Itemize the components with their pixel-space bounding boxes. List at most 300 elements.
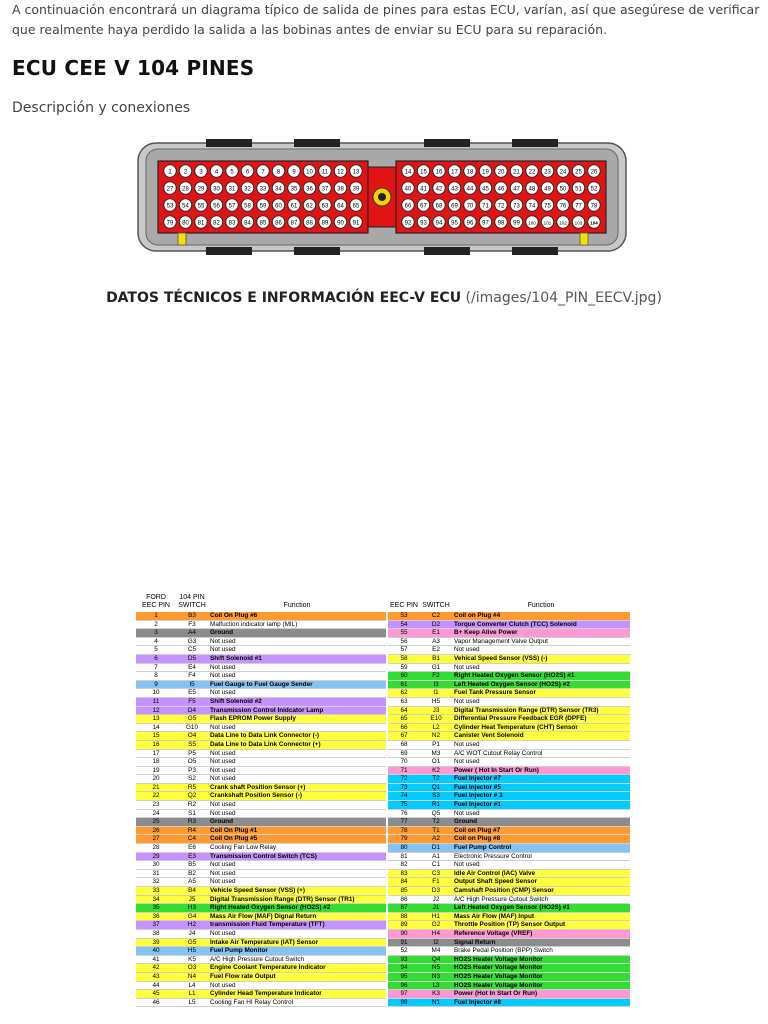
left-function-cell: Crank shaft Position Sensor (+) (208, 784, 386, 793)
left-switch-cell: A4 (176, 629, 208, 638)
left-switch-cell: J5 (176, 896, 208, 905)
pin-label-80: 80 (182, 220, 189, 227)
table-row (136, 784, 632, 793)
pin-label-88: 88 (306, 220, 313, 227)
pin-label-102: 102 (559, 220, 567, 226)
right-switch-cell: D1 (420, 844, 452, 853)
right-pin-cell: 69 (388, 750, 420, 759)
pin-label-18: 18 (466, 169, 474, 176)
right-function-cell: Ground (452, 818, 630, 827)
right-switch-cell: E2 (420, 646, 452, 655)
pin-label-2: 2 (183, 169, 188, 176)
pin-label-22: 22 (528, 169, 536, 176)
pin-label-59: 59 (259, 203, 267, 210)
right-pin-cell: 61 (388, 681, 420, 690)
right-function-cell: Fuel Injector #5 (452, 784, 630, 793)
right-function-cell: Fuel Injector #1 (452, 801, 630, 810)
pin-label-16: 16 (435, 169, 443, 176)
right-switch-cell: E1 (420, 629, 452, 638)
right-function-cell: Coil on Plug #7 (452, 827, 630, 836)
table-row (136, 638, 632, 647)
left-switch-cell: E3 (176, 853, 208, 862)
pin-label-95: 95 (451, 220, 458, 227)
right-pin-cell: 87 (388, 904, 420, 913)
right-switch-cell: M3 (420, 750, 452, 759)
right-pin-cell: 70 (388, 758, 420, 767)
pin-label-15: 15 (420, 169, 427, 176)
right-switch-cell: H5 (420, 698, 452, 707)
table-row (136, 973, 632, 982)
pin-label-31: 31 (228, 186, 236, 193)
left-function-cell: Cooling Fan HI Relay Control (208, 999, 386, 1008)
left-function-cell: Not used (208, 801, 386, 810)
right-pin-cell: 89 (388, 921, 420, 930)
left-pin-cell: 11 (136, 698, 176, 707)
latch-tab (206, 247, 252, 255)
table-row (136, 913, 632, 922)
left-switch-cell: E6 (176, 844, 208, 853)
right-pin-cell: 53 (388, 612, 420, 621)
right-pin-cell: 60 (388, 672, 420, 681)
right-pin-cell: 98 (388, 999, 420, 1008)
pin-label-68: 68 (435, 203, 443, 210)
pin-label-3: 3 (199, 169, 203, 176)
left-pin-cell: 17 (136, 750, 176, 759)
left-function-cell: Not used (208, 878, 386, 887)
pin-label-81: 81 (197, 220, 205, 227)
left-pin-cell: 28 (136, 844, 176, 853)
right-function-cell: Fuel Pump Control (452, 844, 630, 853)
pin-label-97: 97 (482, 220, 489, 227)
table-row (136, 887, 632, 896)
right-switch-cell: A2 (420, 835, 452, 844)
pin-label-7: 7 (261, 169, 265, 176)
left-function-cell: Shift Solenoid #2 (208, 698, 386, 707)
left-switch-cell: E5 (176, 689, 208, 698)
right-switch-cell: H1 (420, 913, 452, 922)
right-pin-cell: 64 (388, 707, 420, 716)
left-function-cell: Not used (208, 664, 386, 673)
left-pin-cell: 38 (136, 930, 176, 939)
pin-label-57: 57 (228, 203, 236, 210)
right-switch-cell: O1 (420, 758, 452, 767)
pin-label-71: 71 (482, 203, 489, 210)
left-switch-cell: G5 (176, 939, 208, 948)
left-switch-cell: Q2 (176, 792, 208, 801)
right-switch-cell: D2 (420, 621, 452, 630)
pin-label-79: 79 (166, 220, 174, 227)
left-function-cell: A/C High Pressure Cutout Switch (208, 956, 386, 965)
pin-label-1: 1 (168, 169, 172, 176)
left-function-cell: Not used (208, 861, 386, 870)
table-row (136, 810, 632, 819)
pin-label-24: 24 (559, 169, 567, 176)
pin-label-58: 58 (244, 203, 251, 210)
right-switch-cell: C2 (420, 612, 452, 621)
table-row (136, 947, 632, 956)
header-left-switch: 104 PIN SWITCH (178, 594, 206, 609)
left-pin-cell: 29 (136, 853, 176, 862)
pin-label-69: 69 (451, 203, 458, 210)
table-row (136, 655, 632, 664)
left-switch-cell: L5 (176, 999, 208, 1008)
right-function-cell: Output Shaft Speed Sensor (452, 878, 630, 887)
caption-image-path[interactable]: (/images/104_PIN_EECV.jpg) (465, 290, 662, 306)
left-switch-cell: L1 (176, 990, 208, 999)
latch-tab (512, 247, 558, 255)
right-switch-cell: N2 (420, 732, 452, 741)
left-function-cell: Vehicle Speed Sensor (VSS) (+) (208, 887, 386, 896)
subtitle: Descripción y conexiones (12, 100, 191, 116)
left-function-cell: Not used (208, 724, 386, 733)
pin-label-12: 12 (337, 169, 344, 176)
right-switch-cell: F1 (420, 878, 452, 887)
right-function-cell: B+ Keep Alive Power (452, 629, 630, 638)
left-switch-cell: R4 (176, 827, 208, 836)
table-row (136, 853, 632, 862)
right-function-cell: HO2S Heater Voltage Monitor (452, 956, 630, 965)
left-pin-cell: 33 (136, 887, 176, 896)
image-caption (0, 290, 768, 306)
table-row (136, 767, 632, 776)
right-switch-cell: Q1 (420, 784, 452, 793)
pin-label-74: 74 (528, 203, 536, 210)
left-function-cell: Coil On Plug #1 (208, 827, 386, 836)
header-right-switch: SWITCH (422, 602, 450, 609)
center-bolt-hole (378, 193, 386, 201)
pin-label-33: 33 (259, 186, 267, 193)
pin-label-98: 98 (497, 220, 505, 227)
right-switch-cell: Q5 (420, 810, 452, 819)
pin-label-104: 104 (590, 220, 598, 226)
pin-label-51: 51 (575, 186, 582, 193)
left-switch-cell: G10 (176, 724, 208, 733)
left-pin-cell: 25 (136, 818, 176, 827)
right-pin-cell: 65 (388, 715, 420, 724)
pinout-table (136, 591, 632, 1024)
left-switch-cell: H2 (176, 921, 208, 930)
pin-label-4: 4 (214, 169, 219, 176)
right-function-cell: Not used (452, 698, 630, 707)
right-function-cell: Vapor Management Valve Output (452, 638, 630, 647)
table-row (136, 689, 632, 698)
right-pin-cell: 77 (388, 818, 420, 827)
table-row (136, 861, 632, 870)
right-switch-cell: I3 (420, 681, 452, 690)
table-row (136, 870, 632, 879)
right-pin-cell: 76 (388, 810, 420, 819)
pin-label-86: 86 (275, 220, 282, 227)
header-left-pin: FORD EEC PIN (141, 594, 170, 609)
right-switch-cell: M4 (420, 947, 452, 956)
right-function-cell: Electronic Pressure Control (452, 853, 630, 862)
right-pin-cell: 73 (388, 784, 420, 793)
right-function-cell: A/C High Pressure Cutout Switch (452, 896, 630, 905)
pin-label-47: 47 (513, 186, 520, 193)
pin-label-93: 93 (420, 220, 427, 227)
right-pin-cell: 79 (388, 835, 420, 844)
table-row (136, 921, 632, 930)
right-switch-cell: S3 (420, 792, 452, 801)
right-pin-cell: 78 (388, 827, 420, 836)
table-row (136, 750, 632, 759)
right-switch-cell: T2 (420, 818, 452, 827)
right-pin-cell: 94 (388, 964, 420, 973)
table-row (136, 698, 632, 707)
left-pin-cell: 2 (136, 621, 176, 630)
pin-label-45: 45 (482, 186, 489, 193)
table-row (136, 775, 632, 784)
left-pin-cell: 31 (136, 870, 176, 879)
right-function-cell: Coil on Plug #8 (452, 835, 630, 844)
pin-label-52: 52 (590, 186, 598, 193)
right-function-cell: Not used (452, 861, 630, 870)
right-pin-cell: 72 (388, 775, 420, 784)
right-pin-cell: 82 (388, 861, 420, 870)
right-function-cell: Left Heated Oxygen Sensor (HO2S) #1 (452, 904, 630, 913)
right-function-cell: A/C WOT Cutout Relay Control (452, 750, 630, 759)
right-switch-cell: N1 (420, 999, 452, 1008)
pin-label-5: 5 (230, 169, 234, 176)
left-pin-cell: 19 (136, 767, 176, 776)
left-pin-cell: 15 (136, 732, 176, 741)
left-switch-cell: F3 (176, 621, 208, 630)
right-switch-cell: L3 (420, 982, 452, 991)
latch-tab (294, 247, 340, 255)
left-function-cell: Data Line to Data Link Connector (-) (208, 732, 386, 741)
right-switch-cell: J1 (420, 904, 452, 913)
right-pin-cell: 84 (388, 878, 420, 887)
table-row (136, 801, 632, 810)
right-function-cell: Torque Converter Clutch (TCC) Solenoid (452, 621, 630, 630)
left-function-cell: Not used (208, 810, 386, 819)
right-function-cell: Vehical Speed Sensor (VSS) (-) (452, 655, 630, 664)
pin-label-78: 78 (590, 203, 598, 210)
right-pin-cell: 85 (388, 887, 420, 896)
right-pin-cell: 91 (388, 939, 420, 948)
left-pin-cell: 8 (136, 672, 176, 681)
pin-label-25: 25 (575, 169, 582, 176)
pin-label-87: 87 (290, 220, 298, 227)
right-pin-cell: 74 (388, 792, 420, 801)
intro-paragraph: A continuación encontrará un diagrama típico de salida de pines para estas ECU, varían, así que asegúrese de verificar que realmente haya perdido la salida a las bobinas antes de enviar su ECU para su reparación. (12, 2, 760, 37)
pin-label-61: 61 (290, 203, 298, 210)
left-pin-cell: 5 (136, 646, 176, 655)
left-pin-cell: 44 (136, 982, 176, 991)
right-function-cell: Reference Voltage (VREF) (452, 930, 630, 939)
table-row (136, 818, 632, 827)
right-function-cell: Differential Pressure Feedback EGR (DPFE) (452, 715, 630, 724)
left-function-cell: Coil On Plug #6 (208, 612, 386, 621)
right-function-cell: Not used (452, 741, 630, 750)
left-function-cell: Coil On Plug #5 (208, 835, 386, 844)
pin-label-63: 63 (321, 203, 329, 210)
left-switch-cell: C5 (176, 646, 208, 655)
right-function-cell: Cylinder Heat Temperature (CHT) Sensor (452, 724, 630, 733)
header-left-function: Function (283, 602, 311, 609)
left-pin-cell: 39 (136, 939, 176, 948)
right-function-cell: Left Heated Oxygen Sensor (HO2S) #2 (452, 681, 630, 690)
right-function-cell: Camshaft Position (CMP) Sensor (452, 887, 630, 896)
right-switch-cell: T1 (420, 827, 452, 836)
right-switch-cell: N5 (420, 964, 452, 973)
left-switch-cell: G3 (176, 638, 208, 647)
pin-label-101: 101 (543, 220, 552, 226)
left-switch-cell: C4 (176, 835, 208, 844)
pin-label-55: 55 (197, 203, 205, 210)
left-switch-cell: I5 (176, 681, 208, 690)
left-function-cell: Right Heated Oxygen Sensor (HO2S) #2 (208, 904, 386, 913)
table-row (136, 930, 632, 939)
right-pin-cell: 96 (388, 982, 420, 991)
right-function-cell: Coil on Plug #4 (452, 612, 630, 621)
left-pin-cell: 26 (136, 827, 176, 836)
table-row (136, 681, 632, 690)
left-switch-cell: F4 (176, 672, 208, 681)
table-row (136, 707, 632, 716)
table-row (136, 664, 632, 673)
left-function-cell: Not used (208, 982, 386, 991)
right-pin-cell: 88 (388, 913, 420, 922)
right-pin-cell: 83 (388, 870, 420, 879)
left-switch-cell: F5 (176, 698, 208, 707)
pin-label-8: 8 (276, 169, 281, 176)
left-pin-cell: 18 (136, 758, 176, 767)
left-function-cell: Ground (208, 629, 386, 638)
left-pin-cell: 34 (136, 896, 176, 905)
right-function-cell: Fuel Injector #8 (452, 999, 630, 1008)
pin-label-9: 9 (292, 169, 296, 176)
left-pin-cell: 14 (136, 724, 176, 733)
key-tab (178, 233, 186, 245)
pin-label-40: 40 (404, 186, 412, 193)
left-function-cell: Cooling Fan Low Relay (208, 844, 386, 853)
pin-label-48: 48 (528, 186, 536, 193)
pin-label-20: 20 (497, 169, 505, 176)
left-function-cell: Transmission Control Inidcator Lamp (208, 707, 386, 716)
right-switch-cell: J2 (420, 896, 452, 905)
left-switch-cell: J4 (176, 930, 208, 939)
pin-label-23: 23 (544, 169, 551, 176)
table-row (136, 827, 632, 836)
pin-label-35: 35 (290, 186, 298, 193)
pin-label-91: 91 (352, 220, 360, 227)
left-switch-cell: B3 (176, 612, 208, 621)
left-pin-cell: 24 (136, 810, 176, 819)
right-function-cell: Not used (452, 646, 630, 655)
latch-tab (424, 139, 470, 147)
pin-label-56: 56 (213, 203, 220, 210)
left-function-cell: Not used (208, 767, 386, 776)
pin-label-26: 26 (590, 169, 598, 176)
right-switch-cell: N3 (420, 973, 452, 982)
left-switch-cell: A5 (176, 878, 208, 887)
table-row (136, 741, 632, 750)
right-switch-cell: H4 (420, 930, 452, 939)
right-switch-cell: E10 (420, 715, 452, 724)
right-function-cell: Throttle Position (TP) Sensor Output (452, 921, 630, 930)
left-pin-cell: 6 (136, 655, 176, 664)
right-pin-cell: 67 (388, 732, 420, 741)
latch-tab (206, 139, 252, 147)
left-pin-cell: 1 (136, 612, 176, 621)
left-switch-cell: D4 (176, 707, 208, 716)
right-function-cell: Not used (452, 664, 630, 673)
right-switch-cell: G2 (420, 921, 452, 930)
right-pin-cell: 66 (388, 724, 420, 733)
right-pin-cell: 80 (388, 844, 420, 853)
left-switch-cell: O5 (176, 758, 208, 767)
right-switch-cell: C3 (420, 870, 452, 879)
left-switch-cell: E4 (176, 664, 208, 673)
pin-label-99: 99 (513, 220, 520, 227)
table-row (136, 964, 632, 973)
right-pin-cell: 56 (388, 638, 420, 647)
right-pin-cell: 68 (388, 741, 420, 750)
left-function-cell: Fuel Pump Monitor (208, 947, 386, 956)
pin-label-43: 43 (451, 186, 458, 193)
right-switch-cell: F2 (420, 672, 452, 681)
pin-label-103: 103 (574, 220, 583, 226)
pin-label-49: 49 (544, 186, 551, 193)
left-pin-cell: 42 (136, 964, 176, 973)
right-pin-cell: 54 (388, 621, 420, 630)
left-switch-cell: P5 (176, 750, 208, 759)
left-function-cell: Digital Transmission Range (DTR) Sensor (TR1) (208, 896, 386, 905)
pin-label-82: 82 (213, 220, 220, 227)
left-switch-cell: R5 (176, 784, 208, 793)
left-pin-cell: 35 (136, 904, 176, 913)
right-function-cell: Fuel Tank Pressure Sensor (452, 689, 630, 698)
pin-label-90: 90 (337, 220, 344, 227)
left-function-cell: Not used (208, 689, 386, 698)
right-switch-cell: I1 (420, 689, 452, 698)
left-function-cell: Not used (208, 775, 386, 784)
left-switch-cell: P3 (176, 767, 208, 776)
left-function-cell: Not used (208, 758, 386, 767)
pin-label-32: 32 (244, 186, 251, 193)
pin-label-54: 54 (182, 203, 189, 210)
pin-label-75: 75 (544, 203, 551, 210)
left-switch-cell: N4 (176, 973, 208, 982)
right-switch-cell: A1 (420, 853, 452, 862)
header-right-function: Function (527, 602, 555, 609)
pin-label-36: 36 (306, 186, 313, 193)
right-function-cell: Mass Air Flow (MAF) Input (452, 913, 630, 922)
left-function-cell: Flash EPROM Power Supply (208, 715, 386, 724)
right-function-cell: Not used (452, 758, 630, 767)
left-pin-cell: 22 (136, 792, 176, 801)
left-switch-cell: G4 (176, 913, 208, 922)
table-row (136, 792, 632, 801)
pin-label-96: 96 (466, 220, 474, 227)
left-function-cell: Not used (208, 930, 386, 939)
right-switch-cell: B1 (420, 655, 452, 664)
table-row (136, 621, 632, 630)
right-switch-cell: P1 (420, 741, 452, 750)
left-function-cell: transmission Fluid Temperature (TFT) (208, 921, 386, 930)
left-pin-cell: 46 (136, 999, 176, 1008)
right-function-cell: HO2S Heater Voltage Monitor (452, 982, 630, 991)
pin-label-21: 21 (513, 169, 520, 176)
left-switch-cell: H5 (176, 947, 208, 956)
left-function-cell: Data Line to Data Link Connector (+) (208, 741, 386, 750)
latch-tab (512, 139, 558, 147)
right-pin-cell: 63 (388, 698, 420, 707)
key-tab (580, 233, 588, 245)
right-pin-cell: 75 (388, 801, 420, 810)
left-switch-cell: B5 (176, 861, 208, 870)
